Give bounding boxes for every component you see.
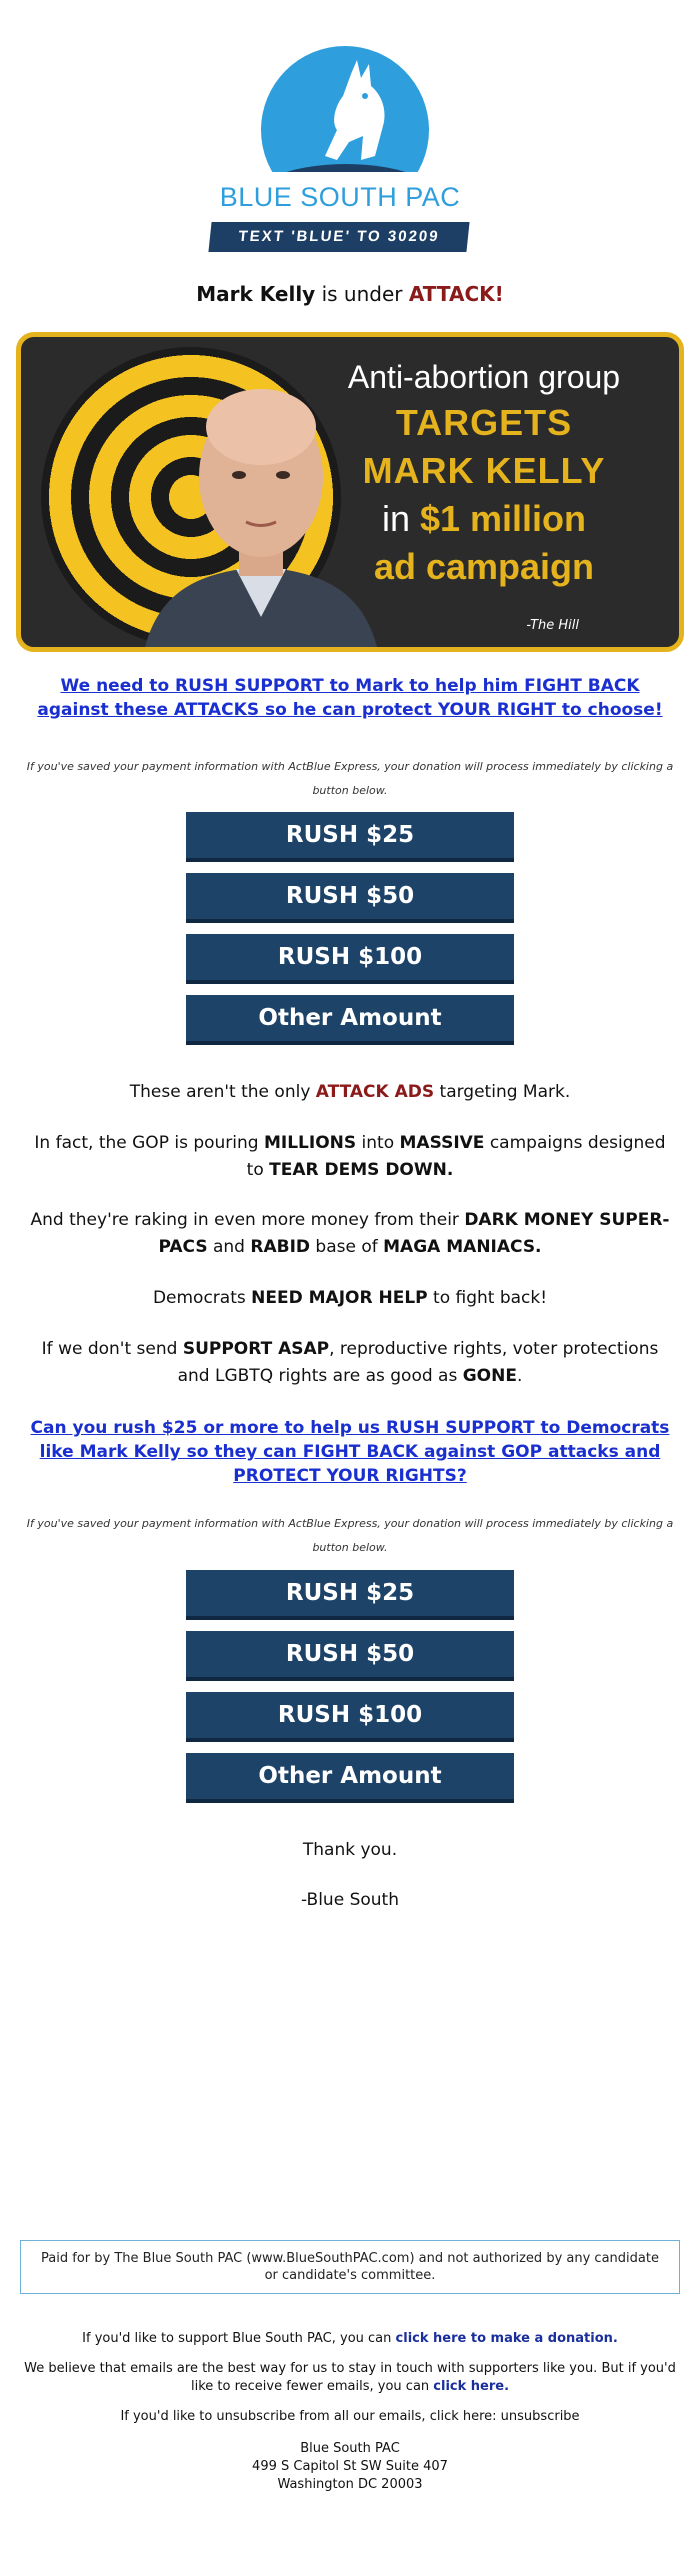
headline-attack: ATTACK! — [408, 282, 504, 306]
p5-text-b: SUPPORT ASAP — [182, 1339, 330, 1359]
actblue-express-note: If you've saved your payment information with ActBlue Express, your donation will process immediately by clicking a button below. — [26, 760, 674, 797]
hero-amount: $1 million — [419, 498, 587, 539]
rush-100-button-2[interactable]: RUSH $100 — [186, 1692, 514, 1742]
p1-text-b: ATTACK ADS — [315, 1082, 435, 1102]
p2-text-f: TEAR DEMS DOWN. — [269, 1160, 454, 1180]
rush-25-button-2[interactable]: RUSH $25 — [186, 1570, 514, 1620]
p4-text-a: Democrats — [152, 1288, 252, 1308]
p1-text-a: These aren't the only — [129, 1082, 316, 1102]
logo-text-banner: TEXT 'BLUE' TO 30209 — [208, 222, 469, 252]
hero-line-3: MARK KELLY — [362, 450, 606, 491]
support-line — [20, 2330, 680, 2348]
hero-in-word: in — [381, 498, 420, 539]
paragraph-dark-money — [30, 1207, 670, 1261]
hero-source: -The Hill — [526, 618, 579, 633]
thank-you-text: Thank you. — [302, 1840, 398, 1860]
address-city: Washington DC 20003 — [277, 2477, 423, 2492]
headline — [0, 282, 700, 306]
fewer-emails-line — [20, 2360, 680, 2396]
p2-text-c: into — [356, 1133, 400, 1153]
fewer-emails-text: We believe that emails are the best way for us to stay in touch with supporters like you. But if you'd like to receive fewer emails, you can — [24, 2361, 676, 2394]
rush-25-or-more-link[interactable]: Can you rush $25 or more to help us RUSH SUPPORT to Democrats like Mark Kelly so they can FIGHT BACK against GOP attacks and PROTECT YOUR RIGHTS? — [30, 1418, 670, 1486]
rush-50-button[interactable]: RUSH $50 — [186, 873, 514, 923]
hero-text — [309, 355, 659, 591]
paragraph-rights — [30, 1336, 670, 1390]
address-name: Blue South PAC — [300, 2441, 400, 2456]
blue-south-pac-logo[interactable] — [208, 46, 472, 252]
make-donation-link[interactable]: click here to make a donation. — [395, 2331, 618, 2346]
p3-text-f: MAGA MANIACS. — [383, 1237, 542, 1257]
hero-line-2: TARGETS — [395, 402, 573, 443]
actblue-express-note-2: If you've saved your payment information with ActBlue Express, your donation will process immediately by clicking a button below. — [26, 1517, 674, 1554]
rush-50-button-2[interactable]: RUSH $50 — [186, 1631, 514, 1681]
hero-banner-image[interactable] — [16, 332, 684, 652]
hero-line-5: ad campaign — [373, 546, 595, 587]
rush-support-link[interactable]: We need to RUSH SUPPORT to Mark to help him FIGHT BACK against these ATTACKS so he can protect YOUR RIGHT to choose! — [37, 676, 663, 720]
paragraph-attack-ads — [30, 1079, 670, 1106]
p3-text-e: base of — [310, 1237, 384, 1257]
headline-middle: is under — [315, 282, 409, 306]
signature-text: -Blue South — [301, 1890, 399, 1910]
p5-text-e: . — [516, 1366, 523, 1386]
logo-name: BLUE SOUTH PAC — [208, 172, 472, 222]
paragraph-gop-millions — [30, 1130, 670, 1184]
unsubscribe-line[interactable]: If you'd like to unsubscribe from all our emails, click here: unsubscribe — [120, 2409, 580, 2424]
p4-text-c: to fight back! — [427, 1288, 548, 1308]
paid-for-disclaimer: Paid for by The Blue South PAC (www.BlueSouthPAC.com) and not authorized by any candidate or candidate's committee. — [20, 2240, 680, 2294]
donkey-icon — [291, 56, 411, 176]
hero-line-4 — [309, 495, 659, 543]
other-amount-button-2[interactable]: Other Amount — [186, 1753, 514, 1803]
p3-text-c: and — [207, 1237, 251, 1257]
rush-25-button[interactable]: RUSH $25 — [186, 812, 514, 862]
support-text: If you'd like to support Blue South PAC, you can — [82, 2331, 396, 2346]
p3-text-b: DARK MONEY SUPER-PACS — [158, 1210, 670, 1257]
hero-line-1: Anti-abortion group — [347, 359, 621, 395]
p5-text-a: If we don't send — [41, 1339, 183, 1359]
other-amount-button[interactable]: Other Amount — [186, 995, 514, 1045]
mailing-address — [20, 2440, 680, 2494]
address-street: 499 S Capitol St SW Suite 407 — [252, 2459, 448, 2474]
p2-text-b: MILLIONS — [263, 1133, 357, 1153]
p5-text-c: , reproductive rights, voter protections and LGBTQ rights are as good as — [177, 1339, 659, 1386]
p2-text-d: MASSIVE — [399, 1133, 485, 1153]
p1-text-c: targeting Mark. — [434, 1082, 571, 1102]
p3-text-d: RABID — [250, 1237, 311, 1257]
headline-name: Mark Kelly — [196, 282, 316, 306]
p3-text-a: And they're raking in even more money from their — [30, 1210, 465, 1230]
paragraph-need-help — [30, 1285, 670, 1312]
p2-text-a: In fact, the GOP is pouring — [34, 1133, 264, 1153]
rush-100-button[interactable]: RUSH $100 — [186, 934, 514, 984]
p5-text-d: GONE — [462, 1366, 517, 1386]
p2-text-e: campaigns designed to — [246, 1133, 666, 1180]
p4-text-b: NEED MAJOR HELP — [251, 1288, 428, 1308]
fewer-emails-link[interactable]: click here. — [433, 2379, 510, 2394]
